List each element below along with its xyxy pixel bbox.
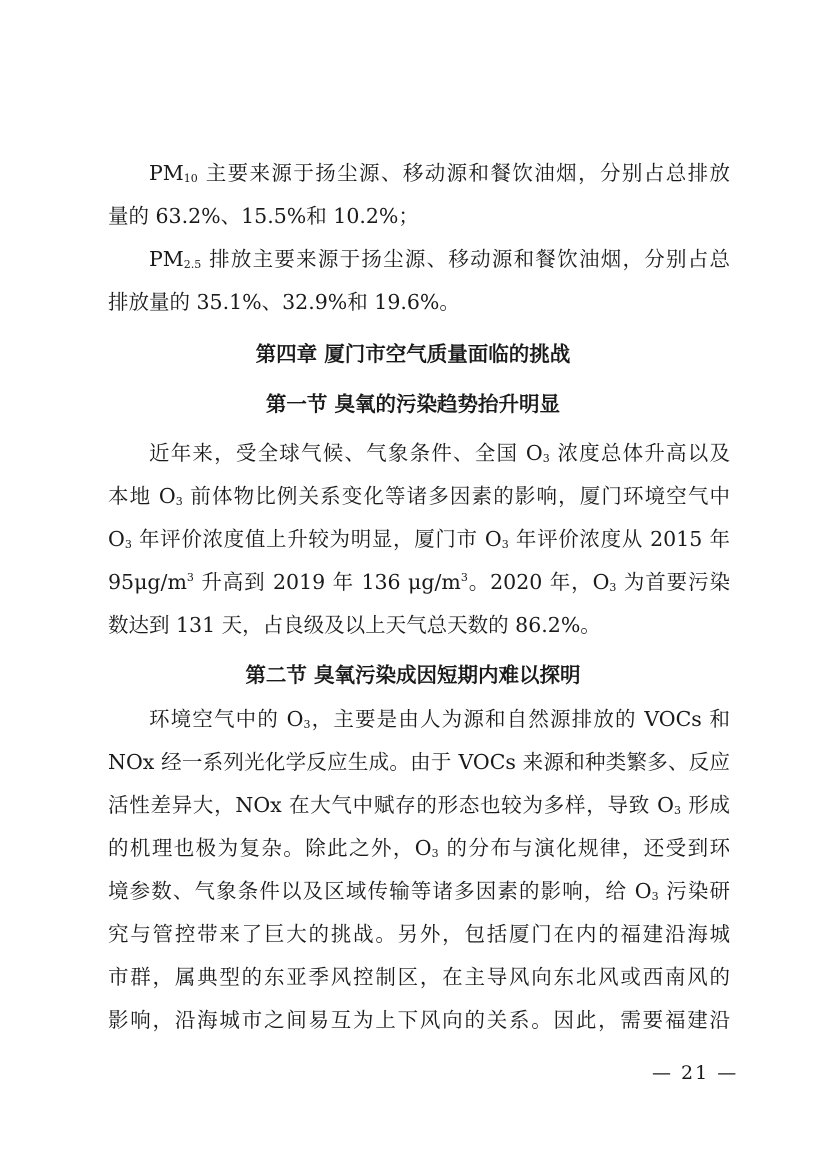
text-line: 近年来，受全球气候、气象条件、全国 $O_3$ 浓度总体升高以及: [149, 441, 730, 465]
text-line: 本地 $O_3$ 前体物比例关系变化等诸多因素的影响，厦门环境空气中: [108, 484, 730, 508]
paragraph-ozone-trend: [108, 432, 730, 647]
paragraph-pm10: [108, 152, 730, 238]
text-line: 影响，沿海城市之间易互为上下风向的关系。因此，需要福建沿: [108, 1008, 730, 1032]
paragraph-ozone-cause: [108, 698, 730, 1042]
chapter-heading: 第四章 厦门市空气质量面临的挑战: [255, 342, 571, 366]
text-line: 市群，属典型的东亚季风控制区，在主导风向东北风或西南风的: [108, 965, 730, 989]
text-line: 究与管控带来了巨大的挑战。另外，包括厦门在内的福建沿海城: [108, 922, 730, 946]
text-line: 数达到 131 天，占良级及以上天气总天数的 86.2%。: [108, 613, 601, 637]
paragraph-pm25: [108, 238, 730, 324]
text-line: $PM_{2.5}$ 排放主要来源于扬尘源、移动源和餐饮油烟，分别占总: [149, 247, 730, 271]
text-line: 的机理也极为复杂。除此之外，$O_3$ 的分布与演化规律，还受到环: [108, 836, 730, 860]
text-line: 排放量的 35.1%、32.9%和 19.6%。: [108, 290, 460, 314]
text-line: $O_3$ 年评价浓度值上升较为明显，厦门市 $O_3$ 年评价浓度从 2015 年: [108, 527, 730, 551]
text-line: 境参数、气象条件以及区域传输等诸多因素的影响，给 $O_3$ 污染研: [108, 879, 730, 903]
text-line: 量的 63.2%、15.5%和 10.2%；: [108, 204, 419, 228]
section-heading-2: 第二节 臭氧污染成因短期内难以探明: [245, 663, 581, 687]
text-line: NOx 经一系列光化学反应生成。由于 VOCs 来源和种类繁多、反应: [108, 750, 730, 774]
text-line: 活性差异大，NOx 在大气中赋存的形态也较为多样，导致 $O_3$ 形成: [108, 793, 730, 817]
text-line: $PM_{10}$ 主要来源于扬尘源、移动源和餐饮油烟，分别占总排放: [149, 161, 730, 185]
page-number: — 21 —: [652, 1062, 739, 1084]
text-line: $95\mu g/m^3$ 升高到 2019 年 136 $\mu g/m^3$。2020 年，$O_3$ 为首要污染: [108, 570, 730, 594]
section-heading-1: 第一节 臭氧的污染趋势抬升明显: [265, 392, 561, 416]
text-line: 环境空气中的 $O_3$，主要是由人为源和自然源排放的 VOCs 和: [149, 707, 730, 731]
